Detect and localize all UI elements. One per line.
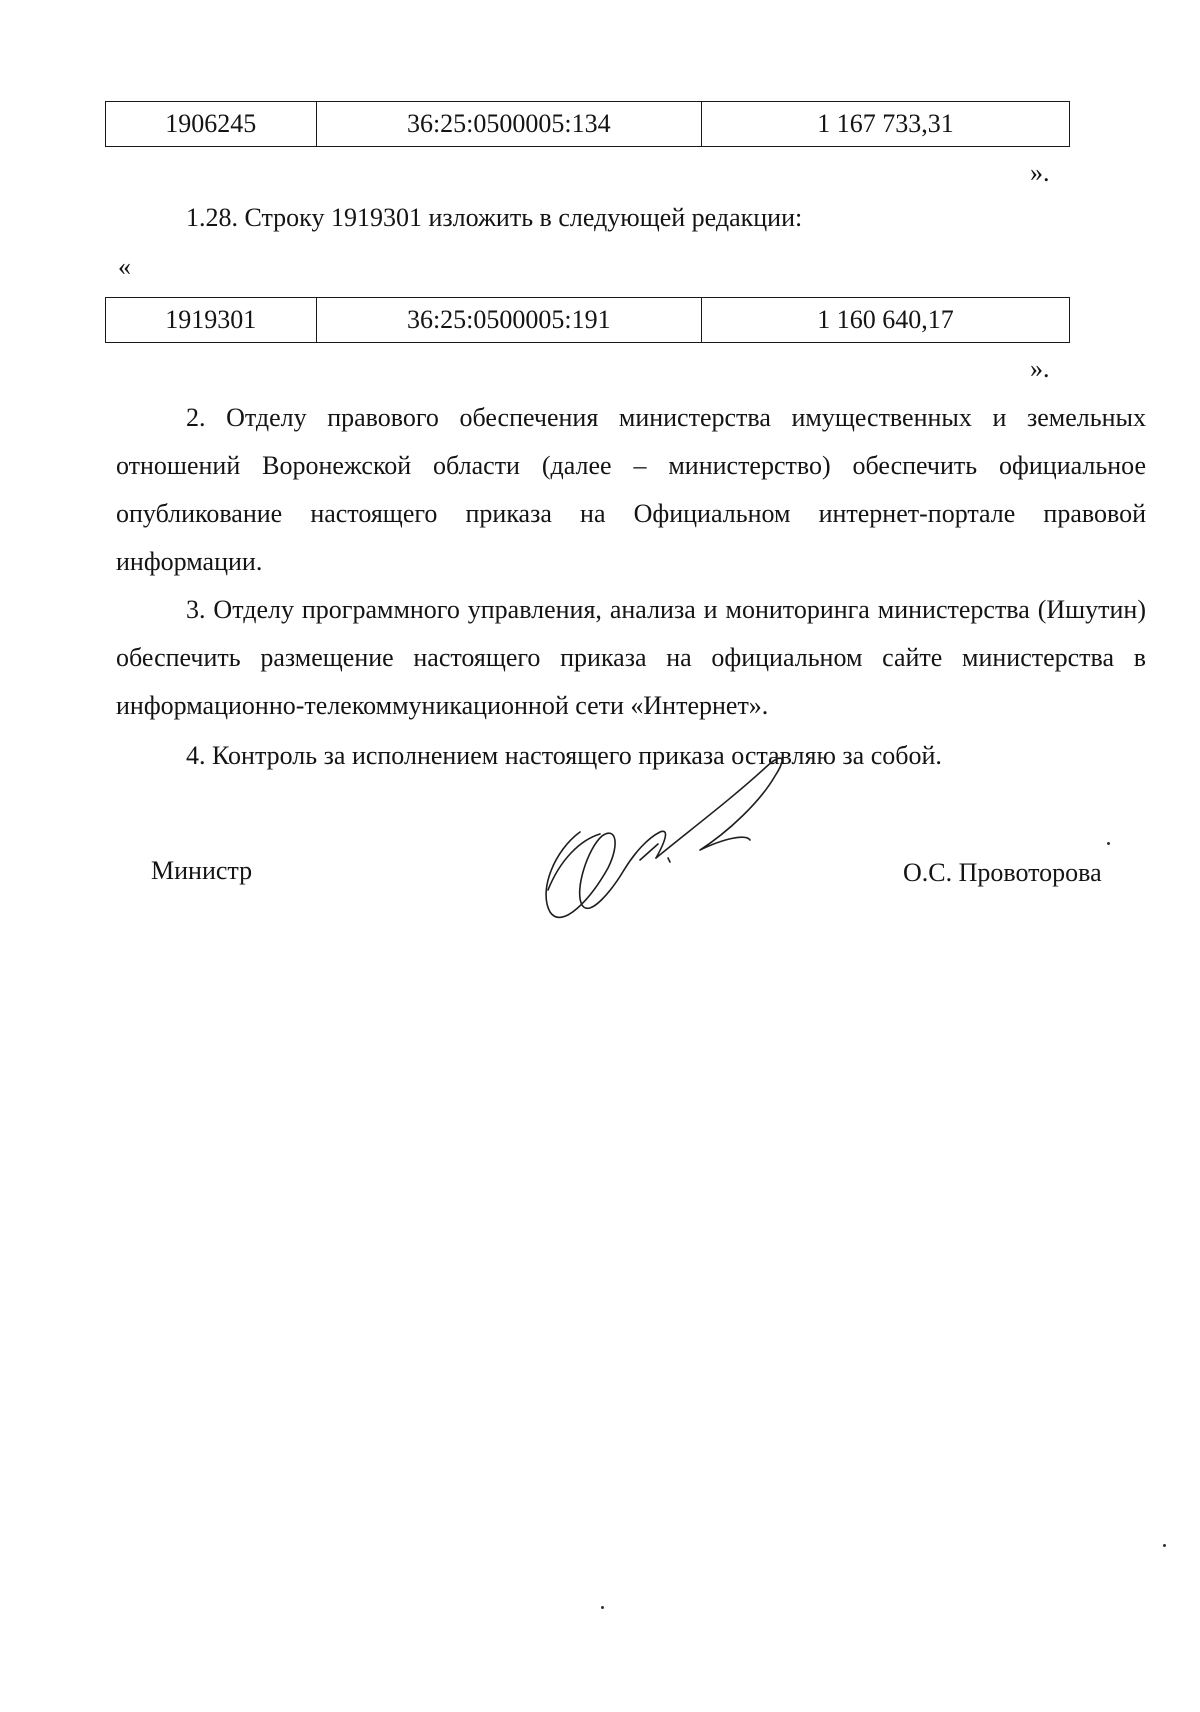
value-cell: 1 160 640,17 [701,298,1069,343]
signatory-name: О.С. Провоторова [903,858,1102,887]
paragraph-3-website: 3. Отделу программного управления, анализа и мониторинга министерства (Ишутин) обеспечить размещение настоящего приказа на официальном сайте министерства в информационно-телекоммуникационной сети «Интернет». [116,595,1146,720]
value-cell: 1 167 733,31 [701,102,1069,147]
signatory-title: Министр [151,856,253,885]
handwritten-signature [520,740,820,920]
closing-quote: ». [1030,158,1050,187]
amendment-table-row-1906245 [105,101,1070,147]
closing-quote: ». [1030,354,1050,383]
scan-speck [1163,1544,1166,1547]
item-1-28-paragraph: 1.28. Строку 1919301 изложить в следующей редакции: [186,203,803,232]
opening-quote: « [118,252,131,281]
scan-speck [601,1606,604,1609]
cadastral-number-cell: 36:25:0500005:134 [316,102,701,147]
paragraph-2-publication: 2. Отделу правового обеспечения министерства имущественных и земельных отношений Воронежской области (далее – министерство) обеспечить официальное опубликование настоящего приказа на Официальном интернет-портале правовой информации. [116,403,1146,576]
row-code-cell: 1919301 [106,298,317,343]
row-code-cell: 1906245 [106,102,317,147]
cadastral-number-cell: 36:25:0500005:191 [316,298,701,343]
amendment-table-row-1919301 [105,297,1070,343]
table-row [106,298,1070,343]
scan-speck [1107,842,1110,845]
paragraph-4-control: 4. Контроль за исполнением настоящего приказа оставляю за собой. [186,741,942,770]
table-row [106,102,1070,147]
